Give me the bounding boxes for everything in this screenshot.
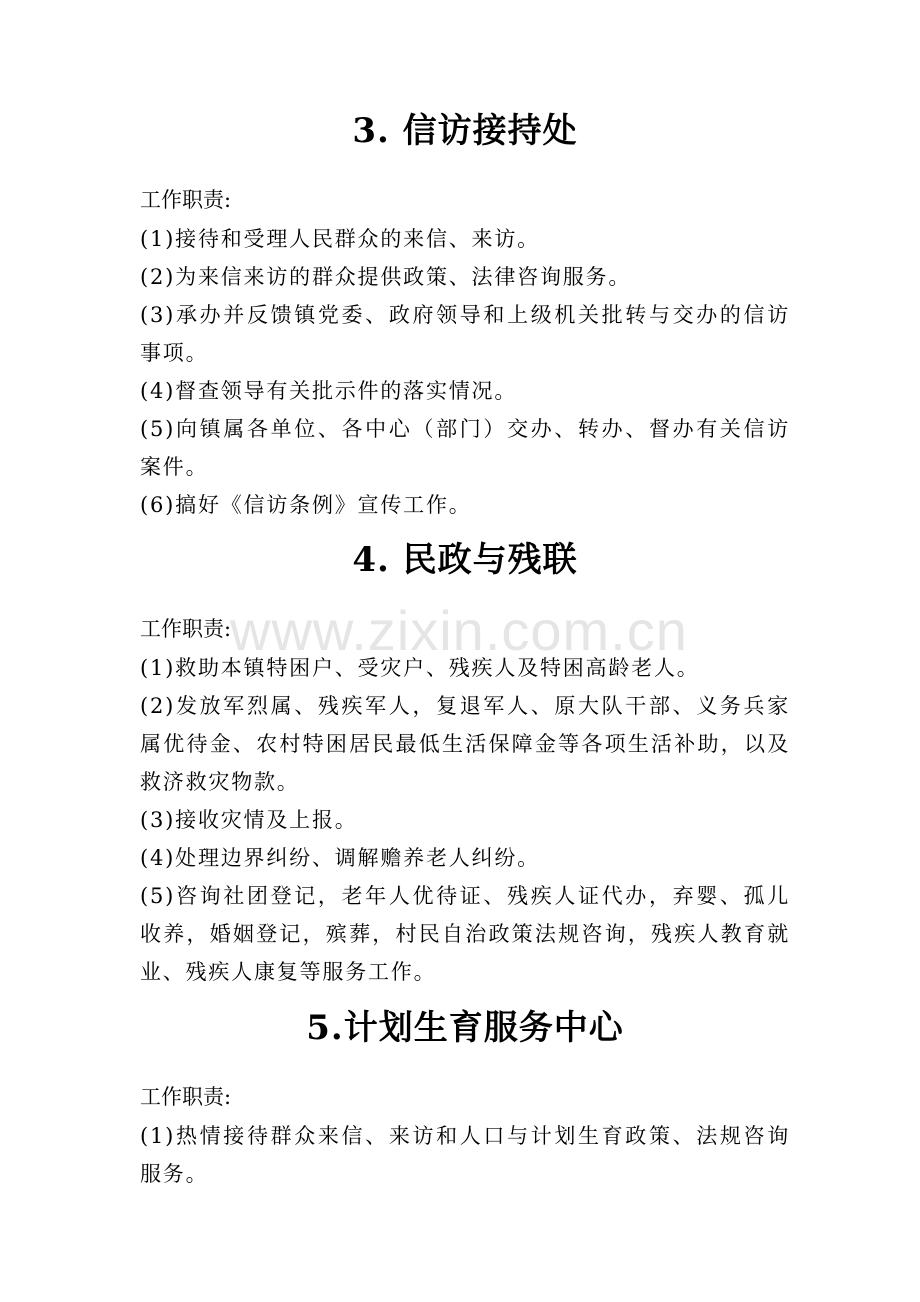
section-petition-office [140, 101, 790, 524]
section-title: 5.计划生育服务中心 [306, 1008, 624, 1048]
duty-item: (4)处理边界纠纷、调解赡养老人纠纷。 [140, 846, 540, 870]
duty-item: (2)为来信来访的群众提供政策、法律咨询服务。 [140, 265, 632, 289]
duty-item: (3)承办并反馈镇党委、政府领导和上级机关批转与交办的信访事项。 [140, 303, 790, 365]
duty-item: (1)救助本镇特困户、受灾户、残疾人及特困高龄老人。 [140, 656, 700, 680]
duty-item: (5)咨询社团登记，老年人优待证、残疾人证代办，弃婴、孤儿收养，婚姻登记，殡葬，村民自治政策法规咨询，残疾人教育就业、残疾人康复等服务工作。 [140, 884, 790, 984]
duties-label: 工作职责: [140, 188, 232, 212]
duty-item: (2)发放军烈属、残疾军人，复退军人、原大队干部、义务兵家属优待金、农村特困居民最低生活保障金等各项生活补助，以及救济救灾物款。 [140, 694, 790, 794]
duty-item: (6)搞好《信访条例》宣传工作。 [140, 493, 472, 517]
duty-item: (3)接收灾情及上报。 [140, 808, 358, 832]
watermark: www.zixin.com.cn [230, 599, 688, 662]
duty-item: (1)热情接待群众来信、来访和人口与计划生育政策、法规咨询服务。 [140, 1124, 790, 1186]
duty-item: (4)督查领导有关批示件的落实情况。 [140, 379, 518, 403]
duties-label: 工作职责: [140, 617, 232, 641]
section-civil-affairs [140, 530, 790, 991]
section-title: 3. 信访接持处 [352, 111, 578, 151]
duty-item: (5)向镇属各单位、各中心（部门）交办、转办、督办有关信访案件。 [140, 417, 790, 479]
section-family-planning [140, 998, 790, 1193]
section-title: 4. 民政与残联 [352, 540, 578, 580]
duty-item: (1)接待和受理人民群众的来信、来访。 [140, 227, 540, 251]
duties-label: 工作职责: [140, 1085, 232, 1109]
